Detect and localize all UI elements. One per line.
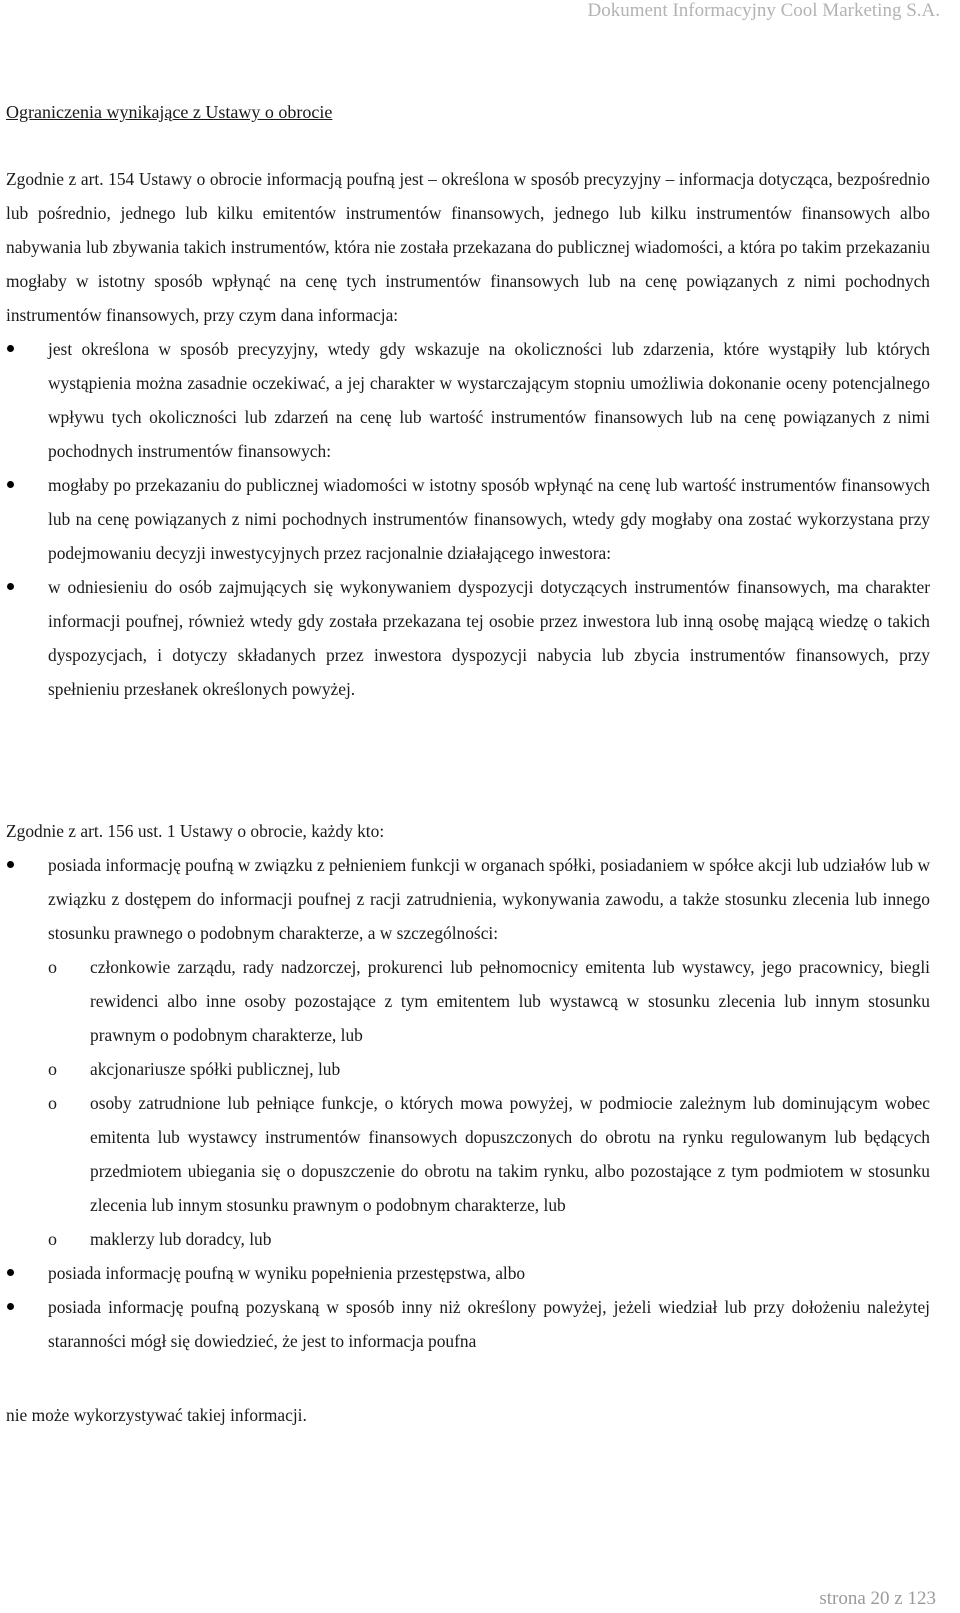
circle-bullet-icon: o <box>48 1093 57 1113</box>
list-item <box>6 848 930 1256</box>
page-number: strona 20 z 123 <box>819 1588 936 1609</box>
list-item: w odniesieniu do osób zajmujących się wykonywaniem dyspozycji dotyczących instrumentów finansowych, ma charakter informacji poufnej, również wtedy gdy została przekazana tej osobie przez inwestora lub inną osobę mającą wiedzę o takich dyspozycjach, i dotyczy składanych przez inwestora dyspozycji nabycia lub zbycia instrumentów finansowych, przy spełnieniu przesłanek określonych powyżej. <box>6 570 930 706</box>
article-156-section <box>6 814 930 1358</box>
sub-list-item <box>48 1222 930 1256</box>
closing-sentence: nie może wykorzystywać takiej informacji. <box>6 1405 307 1425</box>
section-title: Ograniczenia wynikające z Ustawy o obrocie <box>6 102 333 122</box>
insider-information-criteria-list <box>6 332 930 706</box>
sub-list-item-text: członkowie zarządu, rady nadzorczej, prokurenci lub pełnomocnicy emitenta lub wystawcy, jego pracownicy, biegli rewidenci albo inne osoby pozostające z tym emitentem lub wystawcą w stosunku zlecenia lub innym stosunku prawnym o podobnym charakterze, lub <box>90 957 930 1045</box>
insider-persons-sublist <box>48 950 930 1256</box>
sub-list-item-text: osoby zatrudnione lub pełniące funkcje, o których mowa powyżej, w podmiocie zależnym lub dominującym wobec emitenta lub wystawcy instrumentów finansowych dopuszczonych do obrotu na rynku regulowanym lub będących przedmiotem ubiegania się o dopuszczenie do obrotu na takim rynku, albo pozostające z tym podmiotem w stosunku zlecenia lub innym stosunku prawnym o podobnym charakterze, lub <box>90 1093 930 1215</box>
sub-list-item <box>48 950 930 1052</box>
list-item-text: posiada informację poufną w związku z pełnieniem funkcji w organach spółki, posiadaniem w spółce akcji lub udziałów lub w związku z dostępem do informacji poufnej z racji zatrudnienia, wykonywania zawodu, a także stosunku zlecenia lub innego stosunku prawnego o podobnym charakterze, a w szczególności: <box>48 855 930 943</box>
circle-bullet-icon: o <box>48 1059 57 1079</box>
sub-list-item-text: akcjonariusze spółki publicznej, lub <box>90 1059 341 1079</box>
list-item: posiada informację poufną pozyskaną w sposób inny niż określony powyżej, jeżeli wiedział lub przy dołożeniu należytej staranności mógł się dowiedzieć, że jest to informacja poufna <box>6 1290 930 1358</box>
article-154-section <box>6 162 930 706</box>
document-header-title: Dokument Informacyjny Cool Marketing S.A. <box>587 0 940 21</box>
sub-list-item <box>48 1052 930 1086</box>
list-item: jest określona w sposób precyzyjny, wtedy gdy wskazuje na okoliczności lub zdarzenia, które wystąpiły lub których wystąpienia można zasadnie oczekiwać, a jej charakter w wystarczającym stopniu umożliwia dokonanie oceny potencjalnego wpływu tych okoliczności lub zdarzeń na cenę lub wartość instrumentów finansowych lub na cenę powiązanych z nimi pochodnych instrumentów finansowych: <box>6 332 930 468</box>
sub-list-item-text: maklerzy lub doradcy, lub <box>90 1229 272 1249</box>
article-156-intro: Zgodnie z art. 156 ust. 1 Ustawy o obrocie, każdy kto: <box>6 821 385 841</box>
circle-bullet-icon: o <box>48 957 57 977</box>
article-154-paragraph: Zgodnie z art. 154 Ustawy o obrocie informacją poufną jest – określona w sposób precyzyjny – informacja dotycząca, bezpośrednio lub pośrednio, jednego lub kilku emitentów instrumentów finansowych, jednego lub kilku instrumentów finansowych albo nabywania lub zbywania takich instrumentów, która nie została przekazana do publicznej wiadomości, a która po takim przekazaniu mogłaby w istotny sposób wpłynąć na cenę tych instrumentów finansowych lub na cenę powiązanych z nimi pochodnych instrumentów finansowych, przy czym dana informacja: <box>6 169 930 325</box>
circle-bullet-icon: o <box>48 1229 57 1249</box>
list-item: posiada informację poufną w wyniku popełnienia przestępstwa, albo <box>6 1256 930 1290</box>
insider-persons-list <box>6 848 930 1358</box>
sub-list-item <box>48 1086 930 1222</box>
list-item: mogłaby po przekazaniu do publicznej wiadomości w istotny sposób wpłynąć na cenę lub wartość instrumentów finansowych lub na cenę powiązanych z nimi pochodnych instrumentów finansowych, wtedy gdy mogłaby ona zostać wykorzystana przy podejmowaniu decyzji inwestycyjnych przez racjonalnie działającego inwestora: <box>6 468 930 570</box>
